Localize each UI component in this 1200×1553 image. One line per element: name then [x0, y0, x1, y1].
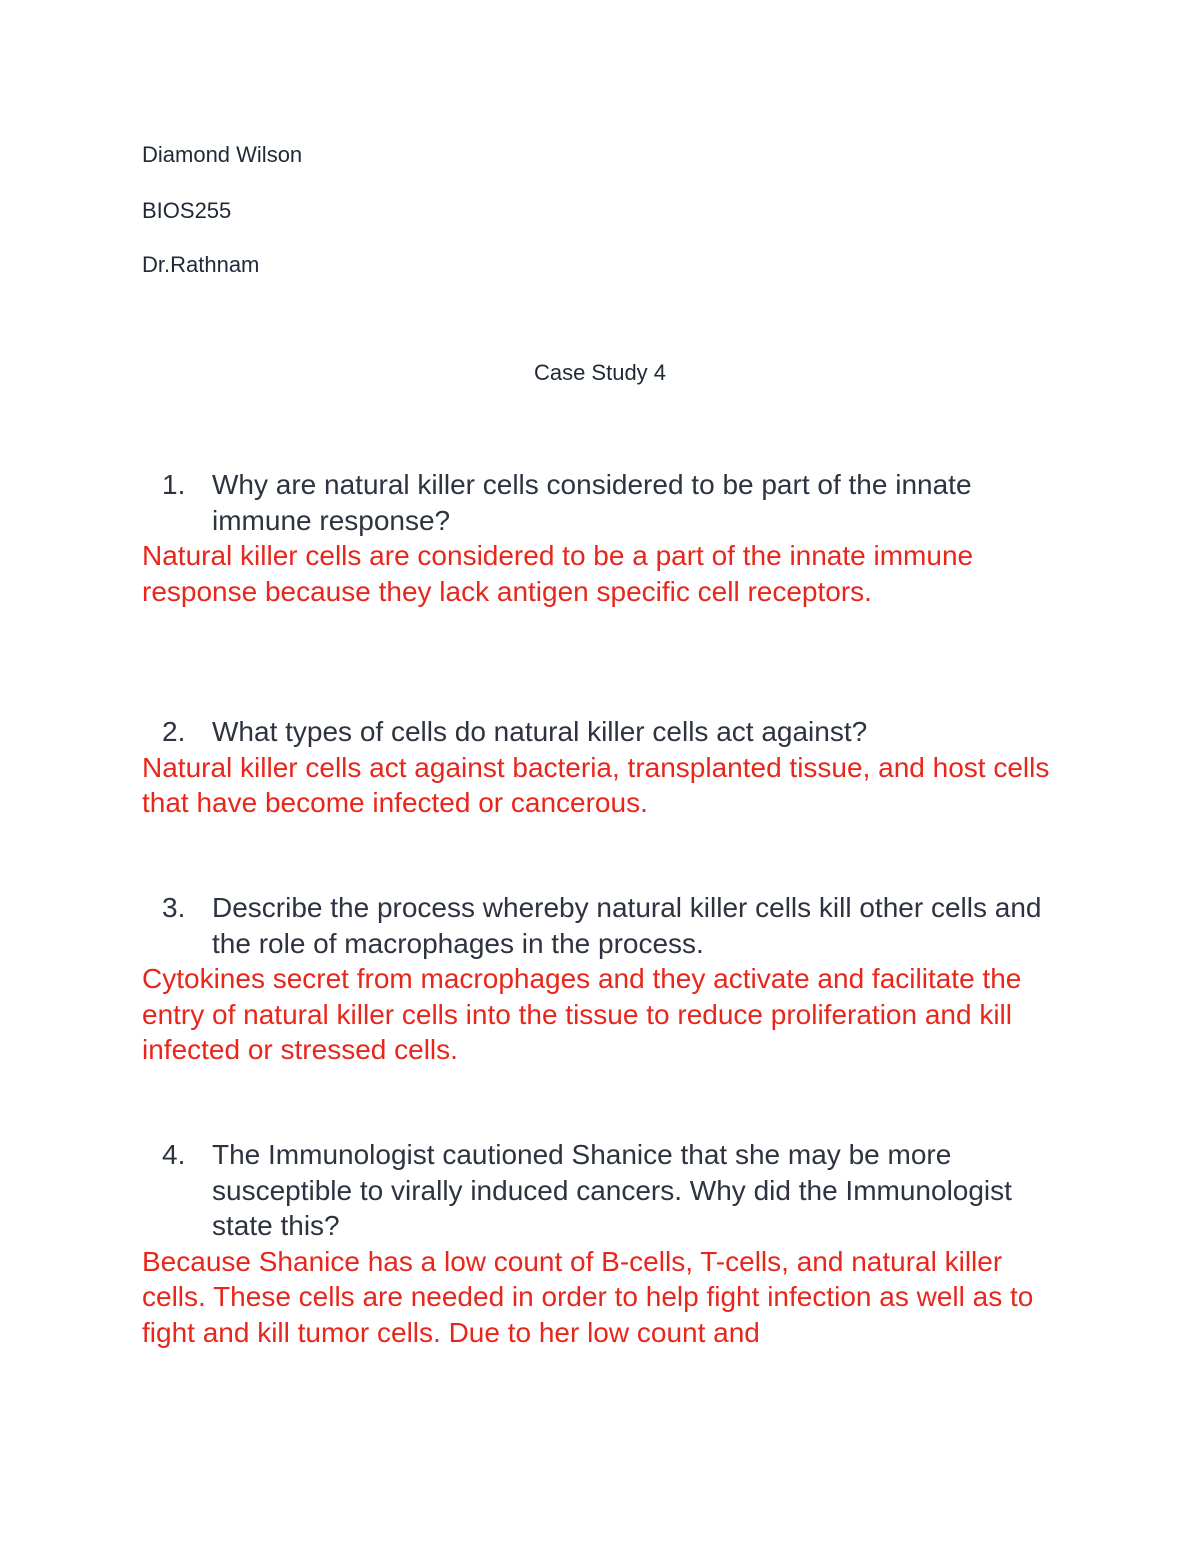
question-2: [142, 714, 1062, 750]
answer-4: Because Shanice has a low count of B-cells, T-cells, and natural killer cells. These cells are needed in order to help fight infection as well as to fight and kill tumor cells. Due to her low count and: [142, 1245, 1034, 1348]
qa-item-4: [142, 1137, 1062, 1350]
question-4: [142, 1137, 1062, 1244]
question-text: The Immunologist cautioned Shanice that she may be more susceptible to virally induced cancers. Why did the Immunologist state this?: [212, 1139, 1012, 1241]
answer-3: Cytokines secret from macrophages and they activate and facilitate the entry of natural killer cells into the tissue to reduce proliferation and kill infected or stressed cells.: [142, 963, 1022, 1065]
question-number: 1.: [162, 469, 186, 500]
question-text: What types of cells do natural killer cells act against?: [212, 716, 868, 747]
course-code: BIOS255: [142, 198, 232, 223]
question-3: [142, 890, 1062, 961]
qa-item-2: [142, 714, 1062, 821]
qa-item-3: [142, 890, 1062, 1068]
question-text: Describe the process whereby natural killer cells kill other cells and the role of macrophages in the process.: [212, 892, 1042, 959]
answer-2: Natural killer cells act against bacteria, transplanted tissue, and host cells that have become infected or cancerous.: [142, 751, 1050, 818]
document-title: Case Study 4: [533, 360, 667, 385]
question-text: Why are natural killer cells considered to be part of the innate immune response?: [212, 469, 972, 536]
answer-1: Natural killer cells are considered to be a part of the innate immune response because they lack antigen specific cell receptors.: [142, 540, 974, 607]
question-number: 4.: [162, 1139, 186, 1170]
qa-item-1: [142, 467, 1062, 609]
instructor-name: Dr.Rathnam: [142, 252, 260, 277]
question-1: [142, 467, 1062, 538]
question-number: 3.: [162, 892, 186, 923]
question-number: 2.: [162, 716, 186, 747]
author-name: Diamond Wilson: [142, 142, 303, 167]
